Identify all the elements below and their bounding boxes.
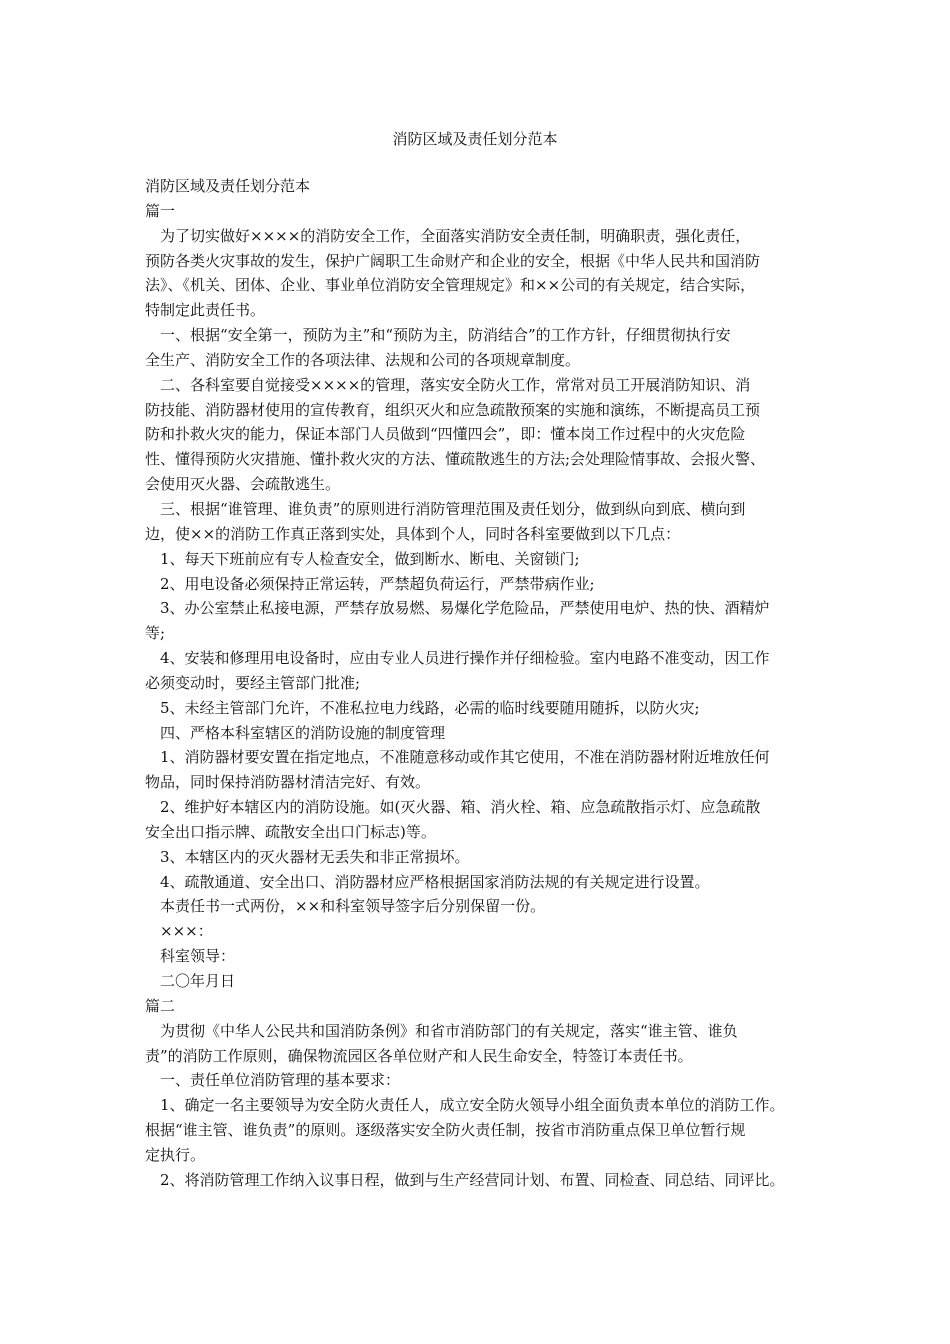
text-line: 一、根据“安全第一，预防为主”和“预防为主，防消结合”的工作方针，仔细贯彻执行安 [160, 326, 731, 345]
text-line: 定执行。 [145, 1145, 206, 1164]
text-line: 5、未经主管部门允许，不准私拉电力线路，必需的临时线要随用随拆，以防火灾; [160, 698, 700, 717]
document-title: 消防区域及责任划分范本 [392, 130, 558, 148]
text-line: 根据“谁主管、谁负责”的原则。逐级落实安全防火责任制，按省市消防重点保卫单位暂行规 [145, 1121, 746, 1140]
text-line: 预防各类火灾事故的发生，保护广阔职工生命财产和企业的安全，根据《中华人民共和国消防 [145, 251, 761, 270]
text-line: 全生产、消防安全工作的各项法律、法规和公司的各项规章制度。 [145, 350, 581, 369]
text-line: 会使用灭火器、会疏散逃生。 [145, 475, 341, 494]
text-line: 篇一 [145, 201, 176, 220]
text-line: 二、各科室要自觉接受××××的管理，落实安全防火工作，常常对员工开展消防知识、消 [160, 375, 751, 394]
text-line: 1、每天下班前应有专人检查安全，做到断水、断电、关窗锁门; [160, 549, 580, 568]
text-line: 安全出口指示牌、疏散安全出口门标志)等。 [145, 822, 436, 841]
text-line: 3、本辖区内的灭火器材无丢失和非正常损坏。 [160, 847, 470, 866]
text-line: 2、将消防管理工作纳入议事日程，做到与生产经营同计划、布置、同检查、同总结、同评比。 [160, 1170, 785, 1189]
text-line: 篇二 [145, 996, 176, 1015]
text-line: ×××： [160, 922, 213, 941]
text-line: 二〇年月日 [160, 972, 236, 990]
text-line: 必须变动时，要经主管部门批准; [145, 673, 361, 692]
text-line: 科室领导： [160, 947, 236, 966]
text-line: 性、懂得预防火灾措施、懂扑救火灾的方法、懂疏散逃生的方法;会处理险情事故、会报火警、 [145, 450, 766, 469]
text-line: 本责任书一式两份，××和科室领导签字后分别保留一份。 [160, 897, 546, 916]
text-line: 1、确定一名主要领导为安全防火责任人，成立安全防火领导小组全面负责本单位的消防工作。 [160, 1096, 785, 1115]
text-line: 等; [145, 624, 166, 643]
text-line: 边，使××的消防工作真正落到实处，具体到个人，同时各科室要做到以下几点： [145, 524, 681, 543]
text-line: 防技能、消防器材使用的宣传教育，组织灭火和应急疏散预案的实施和演练，不断提高员工预 [145, 400, 761, 419]
text-line: 法》、《机关、团体、企业、事业单位消防安全管理规定》和××公司的有关规定，结合实际， [145, 276, 756, 295]
text-line: 2、维护好本辖区内的消防设施。如(灭火器、箱、消火栓、箱、应急疏散指示灯、应急疏散 [160, 798, 761, 817]
text-line: 2、用电设备必须保持正常运转，严禁超负荷运行，严禁带病作业; [160, 574, 595, 593]
text-line: 4、疏散通道、安全出口、消防器材应严格根据国家消防法规的有关规定进行设置。 [160, 872, 710, 891]
text-line: 为贯彻《中华人公民共和国消防条例》和省市消防部门的有关规定，落实“谁主管、谁负 [160, 1021, 738, 1040]
text-line: 责”的消防工作原则，确保物流园区各单位财产和人民生命安全，特签订本责任书。 [145, 1046, 693, 1065]
text-line: 为了切实做好××××的消防安全工作，全面落实消防安全责任制，明确职责，强化责任， [160, 226, 751, 245]
text-line: 四、严格本科室辖区的消防设施的制度管理 [160, 723, 446, 742]
text-line: 4、安装和修理用电设备时，应由专业人员进行操作并仔细检验。室内电路不准变动，因工作 [160, 649, 770, 668]
text-line: 三、根据“谁管理、谁负责”的原则进行消防管理范围及责任划分，做到纵向到底、横向到 [160, 499, 746, 518]
document-body [145, 174, 820, 1193]
text-line: 一、责任单位消防管理的基本要求： [160, 1071, 401, 1090]
text-line: 1、消防器材要安置在指定地点，不准随意移动或作其它使用，不准在消防器材附近堆放任何 [160, 748, 770, 767]
text-line: 特制定此责任书。 [145, 301, 266, 320]
text-line: 消防区域及责任划分范本 [145, 177, 311, 195]
text-line: 3、办公室禁止私接电源，严禁存放易燃、易爆化学危险品，严禁使用电炉、热的快、酒精炉 [160, 599, 770, 618]
text-line: 物品，同时保持消防器材清洁完好、有效。 [145, 773, 431, 792]
text-line: 防和扑救火灾的能力，保证本部门人员做到“四懂四会”，即：懂本岗工作过程中的火灾危险 [145, 425, 746, 444]
